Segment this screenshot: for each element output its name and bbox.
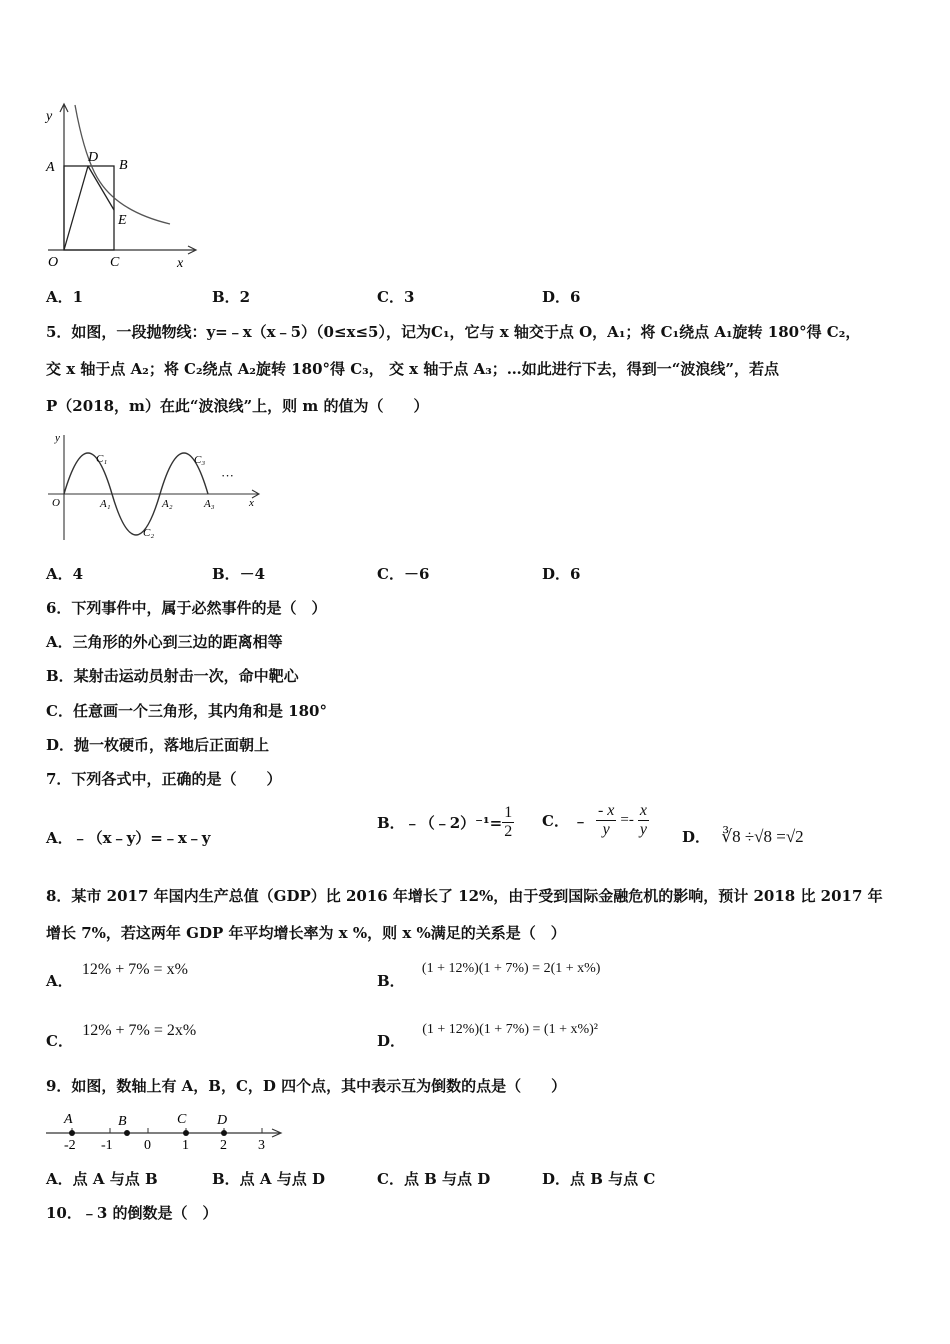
label-a3: A₃ [204,498,215,510]
label-point-c: C [177,1112,187,1127]
q7-option-c-fraction-right [638,802,649,839]
q7-c-numerator-left: - x [597,802,615,819]
q9-option-c[interactable]: C．点 B 与点 D [377,1170,491,1188]
point-c [183,1130,189,1136]
q10-stem: 10．﹣3 的倒数是（ ） [46,1204,218,1222]
q8-option-c[interactable] [46,1019,197,1050]
q7-c-denominator-left: y [602,821,610,838]
q5-option-b[interactable]: B．－4 [212,565,266,583]
q6-option-b[interactable]: B．某射击运动员射击一次，命中靶心 [46,667,299,685]
q8-stem-line2: 增长 7%，若这两年 GDP 年平均增长率为 x %，则 x %满足的关系是（ ） [46,924,566,942]
q8-option-a[interactable] [46,958,188,990]
tick-label: 0 [144,1138,151,1153]
q5-stem-line3: P（2018，m）在此“波浪线”上，则 m 的值为（ ） [46,397,429,415]
rectangle-oabc [64,166,114,250]
q5-stem-line2: 交 x 轴于点 A₂；将 C₂绕点 A₂旋转 180°得 C₃， 交 x 轴于点 A₃；…如此进行下去，得到一“波浪线”，若点 [46,360,780,378]
q7-option-c-fraction-left [596,802,616,839]
q7-option-d-label: D． [682,828,711,846]
tick-label: 2 [220,1138,227,1153]
q8-stem-line1: 8．某市 2017 年国内生产总值（GDP）比 2016 年增长了 12%，由于受到国际金融危机的影响，预计 2018 比 2017 年 [46,887,883,905]
label-o: O [52,497,60,509]
point-d [221,1130,227,1136]
q7-c-denominator-right: y [639,821,647,838]
q7-b-denominator: 2 [504,823,513,840]
q7-b-numerator: 1 [504,804,513,821]
label-a2: A₂ [162,498,173,510]
label-b: B [119,158,128,173]
q4-figure [40,100,205,275]
q8-option-d-expr: (1 + 12%)(1 + 7%) = (1 + x%)² [422,1022,598,1037]
segment-od [64,166,88,250]
q6-option-a[interactable]: A．三角形的外心到三边的距离相等 [46,633,283,651]
q9-option-a[interactable]: A．点 A 与点 B [46,1170,158,1188]
point-a [69,1130,75,1136]
tick-label: 1 [182,1138,189,1153]
label-e: E [118,213,127,228]
q6-stem: 6．下列事件中，属于必然事件的是（ ） [46,599,327,617]
segment-de [88,166,114,210]
q5-option-c[interactable]: C．－6 [377,565,430,583]
q4-option-b[interactable]: B．2 [212,288,251,306]
q9-option-b[interactable]: B．点 A 与点 D [212,1170,325,1188]
q8-option-d-label: D． [377,1032,406,1050]
q5-option-d[interactable]: D．6 [542,565,581,583]
label-c1: C₁ [96,453,108,465]
q5-stem-line1: 5．如图，一段抛物线：y=﹣x（x﹣5）（0≤x≤5），记为C₁，它与 x 轴交于点 O，A₁；将 C₁绕点 A₁旋转 180°得 C₂， [46,323,861,341]
label-c2: C₂ [143,527,155,539]
tick-label: -2 [64,1138,76,1153]
q7-option-d-expr: ∛8 ÷√8 =√2 [721,827,804,846]
q7-option-a[interactable] [46,827,211,848]
q8-option-b[interactable] [377,956,601,990]
label-point-a: A [64,1112,73,1127]
label-x: x [177,256,184,271]
q8-option-a-label: A． [46,972,73,990]
q6-option-d[interactable]: D．抛一枚硬币，落地后正面朝上 [46,736,270,754]
label-o: O [48,255,59,270]
q7-option-c-mid: =- [620,812,634,828]
q6-option-c[interactable]: C．任意画一个三角形，其内角和是 180° [46,702,327,720]
q7-option-a-expr: ﹣（x﹣y）=﹣x﹣y [72,829,211,847]
label-d: D [88,150,99,165]
label-c: C [110,255,120,270]
q4-option-a[interactable]: A．1 [46,288,84,306]
label-y: y [55,432,60,444]
q7-option-c-prefix: ﹣ [572,812,588,830]
label-point-b: B [118,1114,127,1129]
label-y: y [46,109,53,124]
q7-option-b-fraction [502,804,514,841]
q5-wave-figure [44,432,264,544]
tick-label: 3 [258,1138,265,1153]
q7-option-b-expr: ﹣（﹣2）⁻¹= [404,814,503,832]
q8-option-b-label: B． [377,972,405,990]
q4-option-c[interactable]: C．3 [377,288,415,306]
label-a1: A₁ [100,498,111,510]
q7-option-b[interactable] [377,804,514,841]
q8-option-c-expr: 12% + 7% = 2x% [82,1022,197,1039]
q5-option-a[interactable]: A．4 [46,565,84,583]
q8-option-c-label: C． [46,1032,73,1050]
q9-stem: 9．如图，数轴上有 A，B，C，D 四个点，其中表示互为倒数的点是（ ） [46,1077,567,1095]
point-b [124,1130,130,1136]
q8-option-d[interactable] [377,1017,598,1050]
q7-option-b-label: B． [377,814,405,832]
q7-c-numerator-right: x [639,802,647,819]
label-x: x [249,497,254,509]
label-point-d: D [217,1113,228,1128]
q7-option-c-label: C． [542,812,569,830]
tick-label: -1 [101,1138,113,1153]
q4-option-d[interactable]: D．6 [542,288,581,306]
label-dots: ··· [221,468,234,483]
q8-option-b-expr: (1 + 12%)(1 + 7%) = 2(1 + x%) [421,961,601,976]
q7-option-a-label: A． [46,829,73,847]
label-c3: C₃ [194,454,206,466]
q7-option-c[interactable] [542,802,649,839]
q7-stem: 7．下列各式中，正确的是（ ） [46,770,282,788]
q8-option-a-expr: 12% + 7% = x% [81,961,188,978]
q9-option-d[interactable]: D．点 B 与点 C [542,1170,656,1188]
label-a: A [46,160,55,175]
q7-option-d[interactable] [682,826,804,847]
q9-number-line [40,1108,290,1153]
